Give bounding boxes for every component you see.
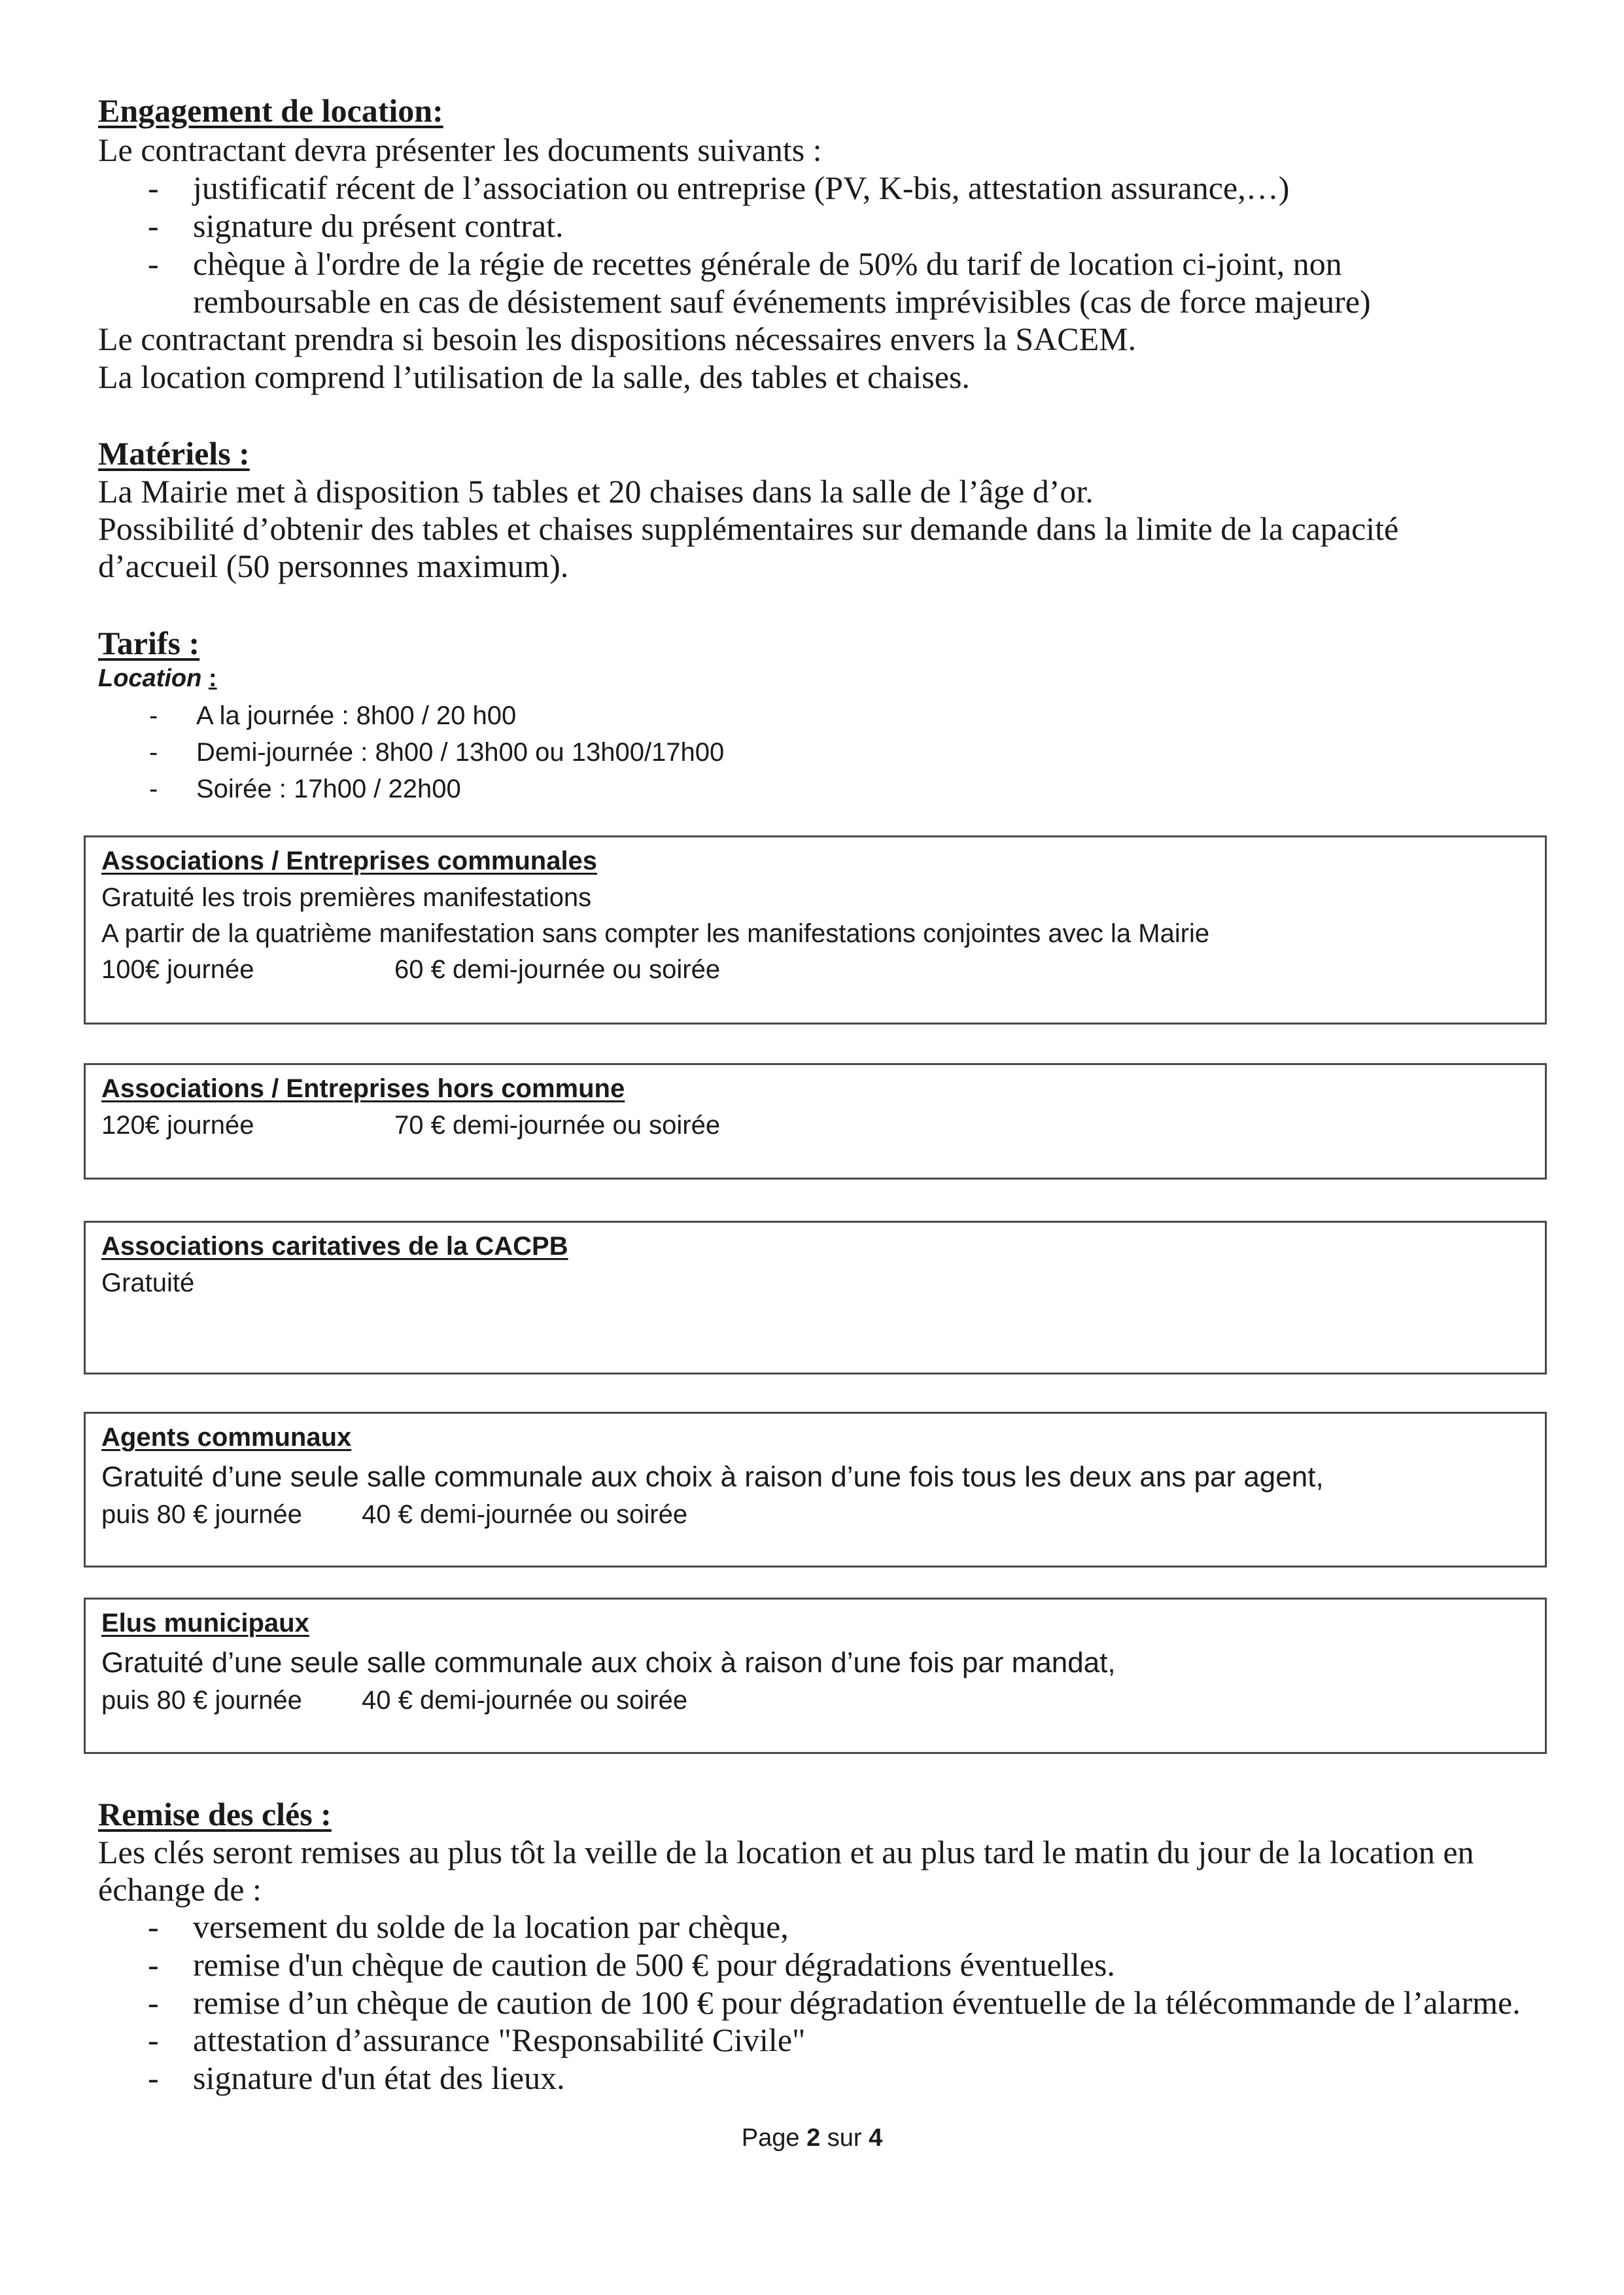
bullet-dash: -	[148, 2059, 159, 2096]
schedule-item: Soirée : 17h00 / 22h00	[196, 775, 461, 803]
price-half-day: 40 € demi-journée ou soirée	[362, 1500, 688, 1529]
bullet-dash: -	[149, 738, 158, 767]
materiels-line: d’accueil (50 personnes maximum).	[98, 548, 569, 584]
bullet-dash: -	[148, 207, 159, 244]
heading-remise: Remise des clés :	[98, 1796, 332, 1832]
bullet-dash: -	[148, 1984, 159, 2021]
remise-line: Les clés seront remises au plus tôt la veille de la location et au plus tard le matin du jour de la location en	[98, 1834, 1474, 1870]
list-item-continuation: remboursable en cas de désistement sauf événements imprévisibles (cas de force majeure)	[193, 283, 1371, 320]
tarif-box-title: Elus municipaux	[101, 1609, 309, 1638]
materiels-line: Possibilité d’obtenir des tables et chaises supplémentaires sur demande dans la limite de la capacité	[98, 510, 1399, 547]
tarif-box-agents	[84, 1412, 1547, 1568]
list-item: justificatif récent de l’association ou entreprise (PV, K-bis, attestation assurance,…)	[193, 169, 1290, 206]
price-day: 100€ journée	[101, 955, 254, 984]
bullet-dash: -	[148, 2022, 159, 2058]
list-item: chèque à l'ordre de la régie de recettes générale de 50% du tarif de location ci-joint, non	[193, 245, 1342, 282]
schedule-item: A la journée : 8h00 / 20 h00	[196, 701, 517, 730]
engagement-sacem: Le contractant prendra si besoin les dispositions nécessaires envers la SACEM.	[98, 321, 1137, 357]
price-day: 120€ journée	[101, 1111, 254, 1140]
tarif-box-caritatives	[84, 1221, 1547, 1375]
bullet-dash: -	[149, 775, 158, 803]
bullet-dash: -	[149, 701, 158, 730]
bullet-dash: -	[148, 245, 159, 282]
heading-engagement: Engagement de location:	[98, 92, 443, 129]
price-day: puis 80 € journée	[101, 1500, 302, 1529]
price-half-day: 70 € demi-journée ou soirée	[394, 1111, 721, 1140]
tarif-box-line: Gratuité les trois premières manifestations	[101, 883, 592, 912]
tarif-box-title: Associations / Entreprises hors commune	[101, 1074, 625, 1103]
list-item: remise d’un chèque de caution de 100 € pour dégradation éventuelle de la télécommande de l’alarme.	[193, 1984, 1521, 2021]
page-total: 4	[869, 2124, 883, 2152]
schedule-item: Demi-journée : 8h00 / 13h00 ou 13h00/17h00	[196, 738, 725, 767]
list-item: signature d'un état des lieux.	[193, 2059, 565, 2096]
tarif-box-line: Gratuité	[101, 1269, 195, 1297]
list-item: signature du présent contrat.	[193, 207, 564, 244]
tarif-box-line: A partir de la quatrième manifestation sans compter les manifestations conjointes avec la Mairie	[101, 919, 1210, 948]
location-label-colon: :	[208, 665, 217, 692]
location-label	[98, 665, 217, 693]
bullet-dash: -	[148, 1908, 159, 1945]
tarif-box-elus	[84, 1598, 1547, 1754]
tarif-box-line: Gratuité d’une seule salle communale aux choix à raison d’une fois tous les deux ans par agent,	[101, 1461, 1324, 1493]
tarif-box-hors-commune	[84, 1063, 1547, 1180]
heading-tarifs: Tarifs :	[98, 625, 200, 661]
tarif-box-title: Agents communaux	[101, 1423, 352, 1452]
page-number	[0, 2124, 1624, 2152]
location-label-text: Location	[98, 665, 209, 692]
list-item: remise d'un chèque de caution de 500 € pour dégradations éventuelles.	[193, 1946, 1115, 1983]
list-item: attestation d’assurance "Responsabilité Civile"	[193, 2022, 806, 2058]
price-half-day: 40 € demi-journée ou soirée	[362, 1686, 688, 1715]
tarif-box-line: Gratuité d’une seule salle communale aux choix à raison d’une fois par mandat,	[101, 1647, 1116, 1679]
page-label: Page	[741, 2124, 807, 2152]
page-sep: sur	[820, 2124, 869, 2152]
bullet-dash: -	[148, 169, 159, 206]
tarif-box-title: Associations / Entreprises communales	[101, 847, 598, 875]
engagement-intro: Le contractant devra présenter les documents suivants :	[98, 131, 822, 168]
page-current: 2	[806, 2124, 821, 2152]
price-day: puis 80 € journée	[101, 1686, 302, 1715]
price-half-day: 60 € demi-journée ou soirée	[394, 955, 721, 984]
list-item: versement du solde de la location par chèque,	[193, 1908, 789, 1945]
tarif-box-title: Associations caritatives de la CACPB	[101, 1232, 568, 1261]
remise-line: échange de :	[98, 1871, 262, 1908]
bullet-dash: -	[148, 1946, 159, 1983]
heading-materiels: Matériels :	[98, 435, 250, 472]
engagement-includes: La location comprend l’utilisation de la salle, des tables et chaises.	[98, 359, 970, 395]
materiels-line: La Mairie met à disposition 5 tables et 20 chaises dans la salle de l’âge d’or.	[98, 473, 1094, 510]
tarif-box-communales	[84, 835, 1547, 1025]
